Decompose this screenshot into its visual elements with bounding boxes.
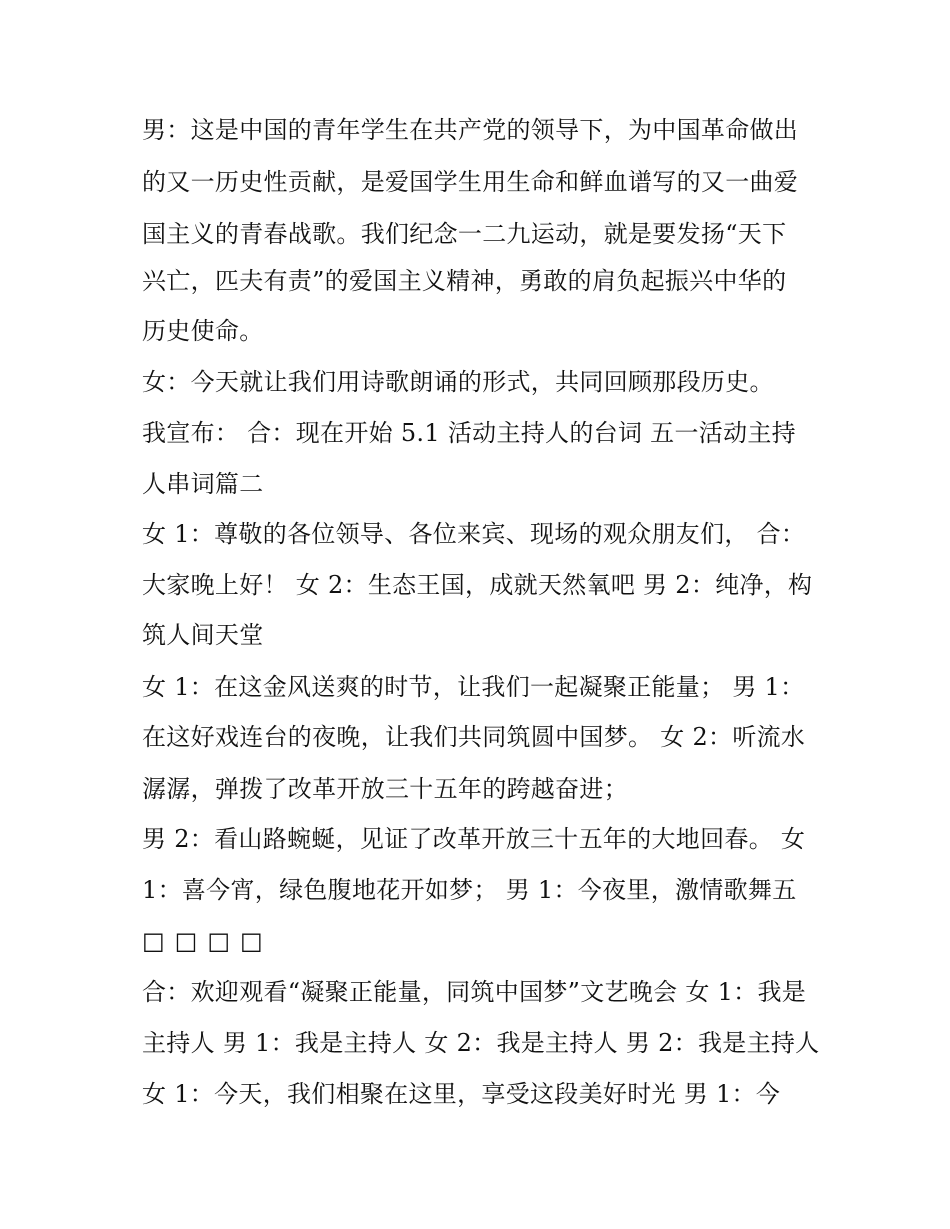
- text-line: 在这好戏连台的夜晚，让我们共同筑圆中国梦。 女 2：听流水: [142, 723, 806, 751]
- text-line: 1：喜今宵，绿色腹地花开如梦； 男 1：今夜里，激情歌舞五: [142, 876, 797, 904]
- text-line: 国主义的青春战歌。我们纪念一二九运动，就是要发扬“天下: [142, 220, 787, 248]
- text-line: 男：这是中国的青年学生在共产党的领导下，为中国革命做出: [142, 116, 799, 144]
- text-line: 男 2：看山路蜿蜒，见证了改革开放三十五年的大地回春。 女: [142, 825, 806, 853]
- text-line: 主持人 男 1：我是主持人 女 2：我是主持人 男 2：我是主持人: [142, 1029, 820, 1057]
- text-line: 人串词篇二: [142, 470, 264, 498]
- text-line: 历史使命。: [142, 317, 264, 345]
- text-line: 女 1：尊敬的各位领导、各位来宾、现场的观众朋友们， 合：: [142, 520, 806, 548]
- text-line: 女 1：在这金风送爽的时节，让我们一起凝聚正能量； 男 1：: [142, 673, 805, 701]
- text-line: 的又一历史性贡献，是爱国学生用生命和鲜血谱写的又一曲爱: [142, 168, 799, 196]
- text-line: 女：今天就让我们用诗歌朗诵的形式，共同回顾那段历史。: [142, 368, 774, 396]
- text-line: 女 1：今天，我们相聚在这里，享受这段美好时光 男 1：今: [142, 1080, 781, 1108]
- text-line: 我宣布： 合：现在开始 5.1 活动主持人的台词 五一活动主持: [142, 419, 796, 447]
- text-line: 潺潺，弹拨了改革开放三十五年的跨越奋进；: [142, 775, 628, 803]
- text-line: 兴亡，匹夫有责”的爱国主义精神，勇敢的肩负起振兴中华的: [142, 267, 787, 295]
- text-line: 筑人间天堂: [142, 621, 264, 649]
- text-line: 大家晚上好！ 女 2：生态王国，成就天然氧吧 男 2：纯净，构: [142, 571, 813, 599]
- text-line: 合：欢迎观看“凝聚正能量，同筑中国梦”文艺晚会 女 1：我是: [142, 978, 807, 1006]
- missing-glyphs-line: □□□□: [142, 927, 273, 955]
